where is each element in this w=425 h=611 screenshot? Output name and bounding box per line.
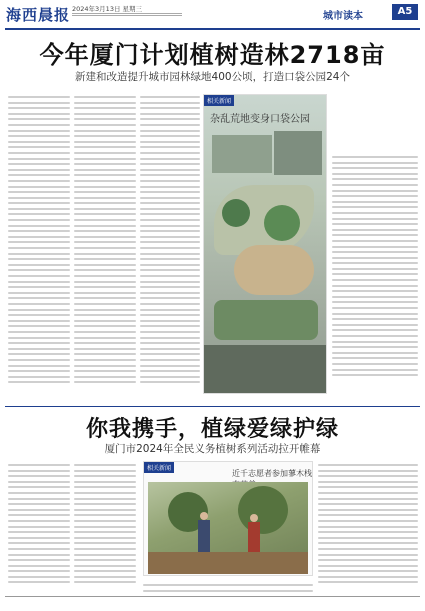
footer-rule <box>5 596 420 597</box>
photo2-tag: 相关新闻 <box>144 462 174 473</box>
photo1-title: 杂乱荒地变身口袋公园 <box>210 114 310 125</box>
volunteer-photo <box>148 482 308 574</box>
story2-column-3 <box>318 464 418 587</box>
story1-column-4 <box>332 156 418 380</box>
volunteer-photo-box <box>143 461 313 576</box>
photo1-tag: 相关新闻 <box>204 95 234 106</box>
story2-headline: 你我携手，植绿爱绿护绿 <box>85 417 339 442</box>
story2-column-1 <box>8 464 70 587</box>
story1-column-2 <box>74 96 136 387</box>
newspaper-logo: 海西晨报 <box>6 6 71 24</box>
section-divider <box>5 406 420 407</box>
story1-subhead: 新建和改造提升城市园林绿地400公顷，打造口袋公园24个 <box>75 71 350 83</box>
pocket-park-photo <box>203 94 327 394</box>
story1-column-1 <box>8 96 70 387</box>
page-number-badge: A5 <box>392 4 418 20</box>
masthead <box>0 0 425 30</box>
dateline-rule <box>72 13 182 16</box>
story1-headline: 今年厦门计划植树造林2718亩 <box>39 41 386 69</box>
masthead-rule <box>5 28 420 30</box>
section-label: 城市读本 <box>323 11 363 22</box>
dateline: 2024年3月13日 星期三 <box>72 5 143 13</box>
story2-column-bottom <box>143 584 313 595</box>
story2-subhead: 厦门市2024年全民义务植树系列活动拉开帷幕 <box>104 443 321 455</box>
story1-column-3 <box>140 96 200 387</box>
photo2-title: 近千志愿者参加蓼木栈 <box>232 469 312 478</box>
story2-column-2 <box>74 464 136 587</box>
